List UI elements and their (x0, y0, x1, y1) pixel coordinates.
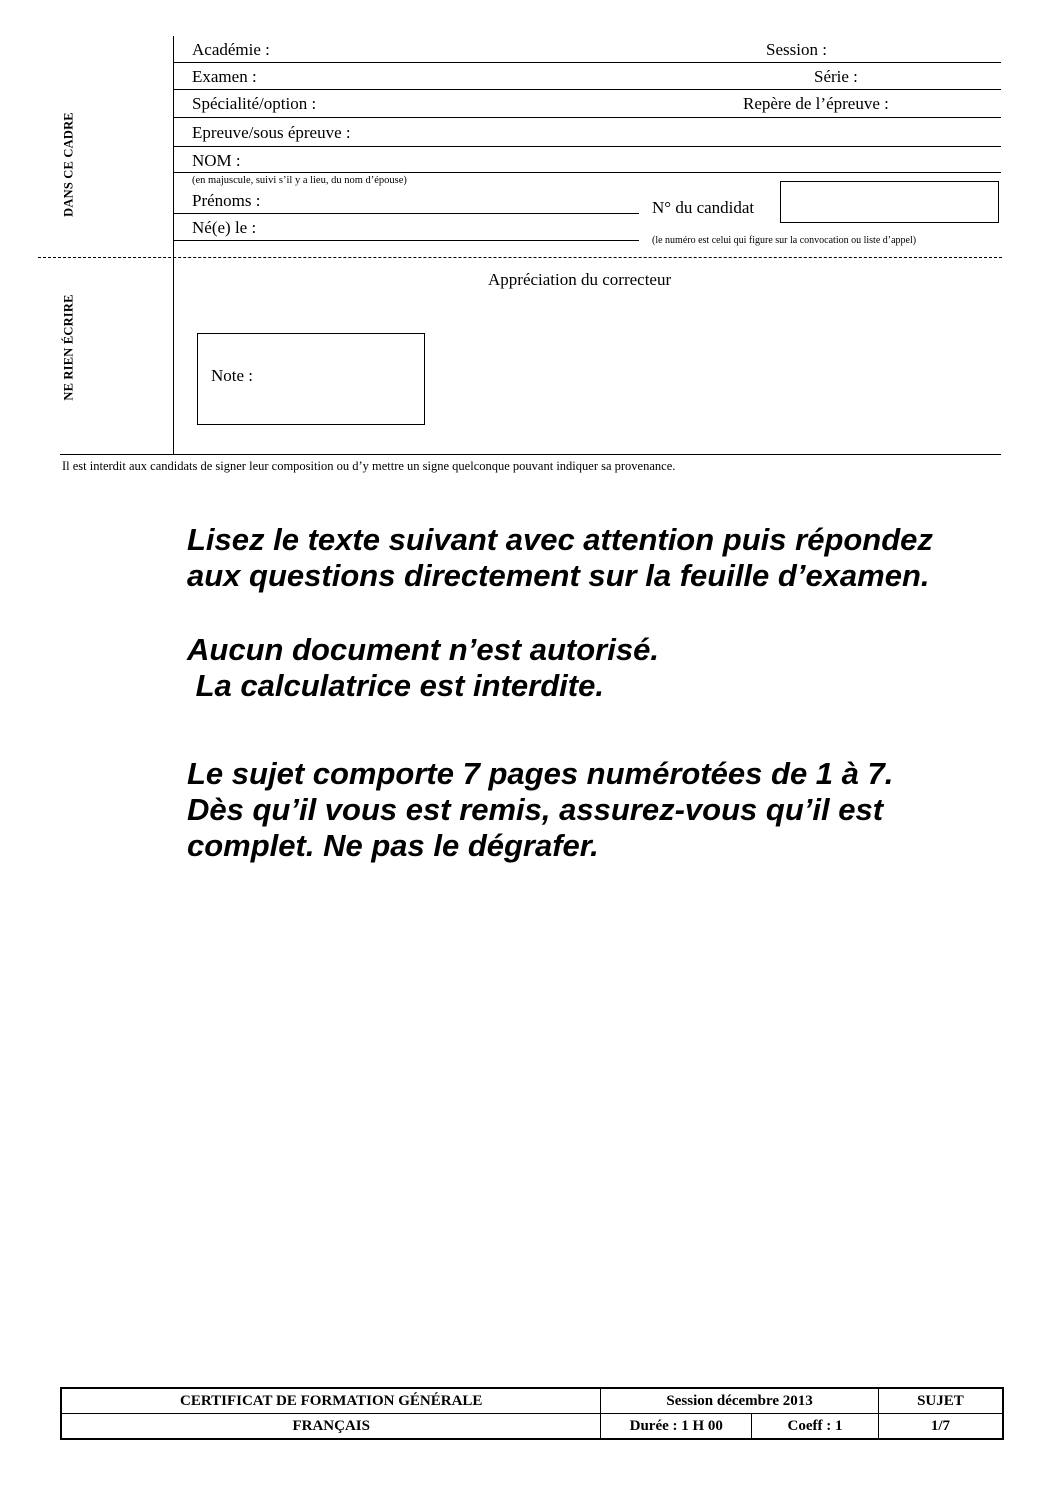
footer-session: Session décembre 2013 (601, 1388, 878, 1414)
nom-note: (en majuscule, suivi s’il y a lieu, du nom d’épouse) (192, 175, 407, 186)
instruction-line-3: Aucun document n’est autorisé. (187, 632, 659, 667)
prenoms-label: Prénoms : (192, 191, 261, 210)
footer-matiere: FRANÇAIS (61, 1414, 601, 1440)
footer-duree: Durée : 1 H 00 (601, 1414, 752, 1440)
instruction-line-2: aux questions directement sur la feuille d’examen. (187, 558, 930, 593)
footer-certificat: CERTIFICAT DE FORMATION GÉNÉRALE (61, 1388, 601, 1414)
instruction-line-4: La calculatrice est interdite. (187, 668, 604, 703)
footer-coeff: Coeff : 1 (752, 1414, 879, 1440)
footer-table (60, 1387, 1004, 1440)
correcteur-title: Appréciation du correcteur (488, 270, 672, 289)
instruction-line-6: Dès qu’il vous est remis, assurez-vous qu’il est (187, 792, 884, 827)
footer-sujet: SUJET (878, 1388, 1003, 1414)
note-label: Note : (211, 366, 254, 385)
academie-line (173, 62, 1001, 63)
warning-text: Il est interdit aux candidats de signer leur composition ou d’y mettre un signe quelconque pouvant indiquer sa provenance. (62, 459, 676, 473)
footer-page: 1/7 (878, 1414, 1003, 1440)
session-label: Session : (766, 40, 827, 59)
serie-label: Série : (814, 67, 858, 86)
candidat-label: N° du candidat (652, 198, 755, 217)
prenoms-line (173, 213, 639, 214)
epreuve-label: Epreuve/sous épreuve : (192, 123, 351, 142)
footer-row-1 (61, 1388, 1003, 1414)
side-label-bottom: NE RIEN ÉCRIRE (61, 294, 76, 401)
candidat-number-box[interactable] (780, 181, 999, 223)
epreuve-line (173, 146, 1001, 147)
examen-label: Examen : (192, 67, 257, 86)
instruction-line-5: Le sujet comporte 7 pages numérotées de 1 à 7. (187, 756, 894, 791)
side-label-top: DANS CE CADRE (61, 112, 76, 217)
specialite-label: Spécialité/option : (192, 94, 317, 113)
repere-label: Repère de l’épreuve : (743, 94, 889, 113)
footer-row-2 (61, 1414, 1003, 1440)
nele-label: Né(e) le : (192, 218, 257, 237)
cut-line (38, 257, 1002, 258)
nom-label: NOM : (192, 151, 241, 170)
examen-line (173, 89, 1001, 90)
frame-bottom-line (60, 454, 1001, 455)
specialite-line (173, 117, 1001, 118)
academie-label: Académie : (192, 40, 270, 59)
candidat-note: (le numéro est celui qui figure sur la convocation ou liste d’appel) (652, 235, 917, 246)
nele-line (173, 240, 639, 241)
frame-left-border (173, 36, 174, 454)
instruction-line-7: complet. Ne pas le dégrafer. (187, 828, 599, 863)
instruction-line-1: Lisez le texte suivant avec attention puis répondez (187, 522, 933, 557)
nom-line (173, 172, 1001, 173)
